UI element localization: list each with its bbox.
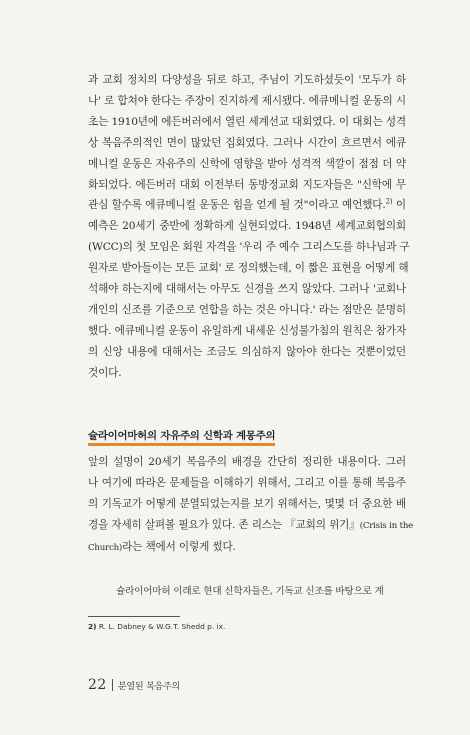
section-line-with-latin xyxy=(88,515,414,537)
body-line: 화되었다. 에든버러 대회 이전부터 동방정교회 지도자들은 "신학에 무 xyxy=(88,178,406,191)
footnote xyxy=(88,622,225,631)
section-body xyxy=(88,452,414,559)
body-line: 과 교회 정치의 다양성을 뒤로 하고, 주님이 기도하셨듯이 '모두가 하 xyxy=(88,74,406,86)
body-line: 원자로 받아들이는 모든 교회' 로 정의했는데, 이 짧은 표현을 어떻게 해 xyxy=(88,262,409,275)
body-line: 예측은 20세기 중반에 정확하게 실현되었다. 1948년 세계교회협의회 xyxy=(88,220,406,233)
body-line-tail: 이 xyxy=(392,199,406,212)
body-line: 초는 1910년에 에든버러에서 열린 세계선교 대회였다. 이 대회는 성격 xyxy=(88,115,406,128)
body-line-with-footnote xyxy=(88,195,406,216)
body-line: 상 복음주의적인 면이 많았던 집회였다. 그러나 시간이 흐르면서 에큐 xyxy=(88,136,406,149)
footnote-text: R. L. Dabney & W.G.T. Shedd p. ix. xyxy=(98,622,226,631)
body-line: 나' 로 합쳐야 한다는 주장이 진지하게 제시됐다. 에큐메니컬 운동의 시 xyxy=(88,94,406,107)
section-line: 나 여기에 따라온 문제들을 이해하기 위해서, 그리고 이를 통해 복음주 xyxy=(88,476,406,489)
footnote-divider xyxy=(88,616,180,617)
body-line: 메니컬 운동은 자유주의 신학에 영향을 받아 성격적 색깔이 점점 더 약 xyxy=(88,157,406,170)
footer-divider xyxy=(112,679,113,691)
body-line: 석해야 하는지에 대해서는 아무도 신경을 쓰지 않았다. 그러나 '교회나 xyxy=(88,283,406,296)
footnote-reference: 2) xyxy=(385,197,393,206)
section-heading: 슐라이어마허의 자유주의 신학과 계몽주의 xyxy=(88,430,275,446)
section-line-tail: 라는 책에서 이렇게 썼다. xyxy=(122,540,236,553)
page-number: 22 xyxy=(88,677,107,693)
section-line: 앞의 설명이 20세기 복음주의 배경을 간단히 정리한 내용이다. 그러 xyxy=(88,456,406,468)
running-title: 분열된 복음주의 xyxy=(117,681,180,692)
section-line-with-latin xyxy=(88,537,406,559)
section-line: 의 기독교가 어떻게 분열되었는지를 보기 위해서는, 몇몇 더 중요한 배 xyxy=(88,497,406,510)
body-line: (WCC)의 첫 모임은 회원 자격을 '우리 주 예수 그리스도를 하나님과 구 xyxy=(88,241,410,254)
body-line: 했다. 에큐메니컬 운동이 유일하게 내세운 신성불가침의 원칙은 참가자 xyxy=(88,324,407,337)
book-title-latin: (Crisis in the xyxy=(359,520,414,531)
page-footer xyxy=(88,677,180,693)
body-line: 의 신앙 내용에 대해서는 조금도 의심하지 않아야 한다는 것뿐이었던 xyxy=(88,345,406,358)
section-line-text: 경을 자세히 살펴볼 필요가 있다. 존 리스는 『교회의 위기』 xyxy=(88,518,360,531)
body-line-text: 관심 할수록 에큐메니컬 운동은 힘을 얻게 될 것"이라고 예언했다. xyxy=(88,199,386,212)
quotation-lead: 슐라이어마허 이래로 현대 신학자들은, 기독교 신조를 바탕으로 계 xyxy=(116,586,384,597)
book-title-latin-end: Church) xyxy=(88,542,123,553)
body-text xyxy=(88,70,410,384)
body-line: 개인의 신조를 기준으로 연합을 하는 것은 아니다.' 라는 점만은 분명히 xyxy=(88,303,406,316)
body-line: 것이다. xyxy=(88,366,122,379)
footnote-number: 2) xyxy=(88,622,97,631)
